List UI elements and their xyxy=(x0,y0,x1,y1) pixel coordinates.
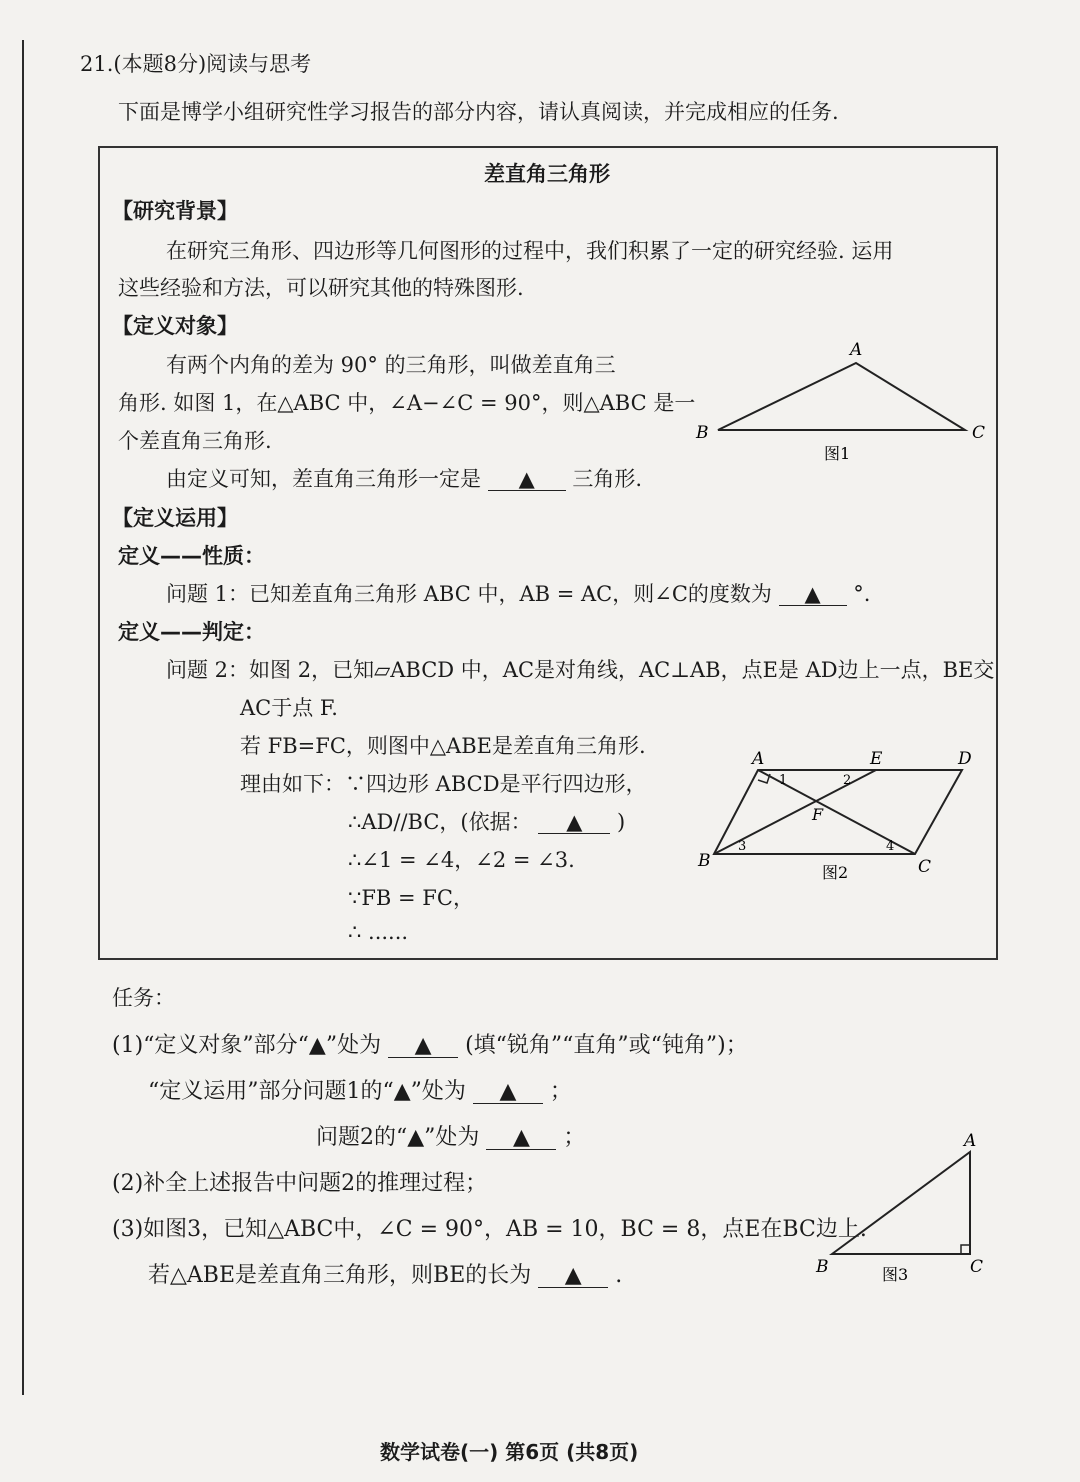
fig3-label-c: C xyxy=(970,1257,984,1277)
q2-line-4: 理由如下：∵四边形 ABCD是平行四边形， xyxy=(240,772,647,796)
def-line-4-text: 由定义可知，差直角三角形一定是 xyxy=(166,467,481,491)
task-1-line-1 xyxy=(112,1028,748,1059)
q2-line-5-tail: ) xyxy=(616,810,626,834)
task-3-2-text: 若△ABE是差直角三角形，则BE的长为 xyxy=(148,1263,532,1288)
task-1-3-text: 问题2的“▲”处为 xyxy=(316,1125,480,1150)
def-line-4 xyxy=(166,463,642,493)
bg-line-1: 在研究三角形、四边形等几何图形的过程中，我们积累了一定的研究经验. 运用 xyxy=(166,239,894,263)
fig3-caption: 图3 xyxy=(882,1265,909,1284)
task-answer-blank-2[interactable]: ▲ xyxy=(473,1081,543,1104)
fig2-angle-2: 2 xyxy=(843,773,852,788)
fig2-label-a: A xyxy=(752,749,765,769)
fig1-caption: 图1 xyxy=(824,444,851,463)
task-answer-blank-4[interactable]: ▲ xyxy=(538,1265,608,1288)
def-line-4-tail: 三角形. xyxy=(572,467,643,491)
fig2-caption: 图2 xyxy=(822,863,849,882)
fig1-label-b: B xyxy=(696,423,709,443)
fig2-label-c: C xyxy=(918,857,932,877)
fig3-label-b: B xyxy=(816,1257,829,1277)
triangle-abc xyxy=(718,363,965,430)
q2-line-2: AC于点 F. xyxy=(240,696,338,720)
def-line-1: 有两个内角的差为 90° 的三角形，叫做差直角三 xyxy=(166,353,616,377)
def-line-2: 角形. 如图 1，在△ABC 中，∠A−∠C = 90°，则△ABC 是一 xyxy=(118,391,696,415)
margin-line xyxy=(22,40,24,1395)
fig2-angle-1: 1 xyxy=(779,773,788,788)
task-1-line-3 xyxy=(316,1120,585,1151)
question-1-text: 问题 1：已知差直角三角形 ABC 中，AB = AC，则∠C的度数为 xyxy=(166,582,772,606)
fig1-label-c: C xyxy=(972,423,986,443)
fig1-label-a: A xyxy=(850,340,863,360)
task-3-line-1: (3)如图3，已知△ABC中，∠C = 90°，AB = 10，BC = 8，点E在BC边上. xyxy=(112,1217,867,1242)
figure-1 xyxy=(690,335,1000,470)
sub-heading-property: 定义——性质： xyxy=(118,544,265,568)
fig3-label-a: A xyxy=(964,1131,977,1151)
task-1-line-2 xyxy=(148,1074,572,1105)
def-line-3: 个差直角三角形. xyxy=(118,429,272,453)
task-1-3-tail: ； xyxy=(563,1125,586,1150)
answer-blank-2[interactable]: ▲ xyxy=(779,584,847,606)
bg-heading: 【研究背景】 xyxy=(112,199,238,223)
q2-line-5-text: ∴AD//BC，(依据： xyxy=(348,810,532,834)
tasks-heading: 任务： xyxy=(112,986,175,1010)
question-number: 21.(本题8分)阅读与思考 xyxy=(80,52,312,76)
answer-blank-1[interactable]: ▲ xyxy=(488,469,566,491)
question-1 xyxy=(166,578,870,608)
fig2-label-b: B xyxy=(698,851,711,871)
figure-2 xyxy=(690,742,990,882)
use-heading: 【定义运用】 xyxy=(112,506,238,530)
task-answer-blank-1[interactable]: ▲ xyxy=(388,1035,458,1058)
right-triangle-abc xyxy=(832,1152,970,1254)
sub-heading-judge: 定义——判定： xyxy=(118,620,265,644)
fig2-label-e: E xyxy=(870,749,883,769)
task-2: (2)补全上述报告中问题2的推理过程； xyxy=(112,1171,488,1196)
right-angle-mark-c xyxy=(961,1245,970,1254)
fig2-angle-4: 4 xyxy=(886,839,895,854)
bg-line-2: 这些经验和方法，可以研究其他的特殊图形. xyxy=(118,276,524,300)
def-heading: 【定义对象】 xyxy=(112,314,238,338)
task-1-hint: (填“锐角”“直角”或“钝角”)； xyxy=(465,1033,748,1058)
q2-line-5 xyxy=(348,806,625,836)
task-3-2-tail: . xyxy=(615,1263,623,1288)
task-1-2-tail: ； xyxy=(549,1079,572,1104)
task-1-2-text: “定义运用”部分问题1的“▲”处为 xyxy=(148,1079,466,1104)
q2-line-8: ∴ ...... xyxy=(348,920,409,944)
task-1-text: (1)“定义对象”部分“▲”处为 xyxy=(112,1033,382,1058)
page-footer: 数学试卷(一) 第6页 (共8页) xyxy=(380,1440,639,1464)
figure-3 xyxy=(812,1128,1002,1288)
question-1-tail: °. xyxy=(853,582,871,606)
q2-line-1: 问题 2：如图 2，已知▱ABCD 中，AC是对角线，AC⊥AB，点E是 AD边上一点，BE交 xyxy=(166,658,995,682)
fig2-label-f: F xyxy=(812,805,824,824)
q2-line-6: ∴∠1 = ∠4，∠2 = ∠3. xyxy=(348,848,575,872)
report-title: 差直角三角形 xyxy=(484,162,610,186)
fig2-label-d: D xyxy=(958,749,972,769)
q2-line-7: ∵FB = FC， xyxy=(348,886,474,910)
q2-line-3: 若 FB=FC，则图中△ABE是差直角三角形. xyxy=(240,734,646,758)
fig2-angle-3: 3 xyxy=(738,839,747,854)
task-3-line-2 xyxy=(148,1258,622,1289)
answer-blank-3[interactable]: ▲ xyxy=(538,812,610,834)
intro-text: 下面是博学小组研究性学习报告的部分内容，请认真阅读，并完成相应的任务. xyxy=(118,100,839,124)
task-answer-blank-3[interactable]: ▲ xyxy=(486,1127,556,1150)
